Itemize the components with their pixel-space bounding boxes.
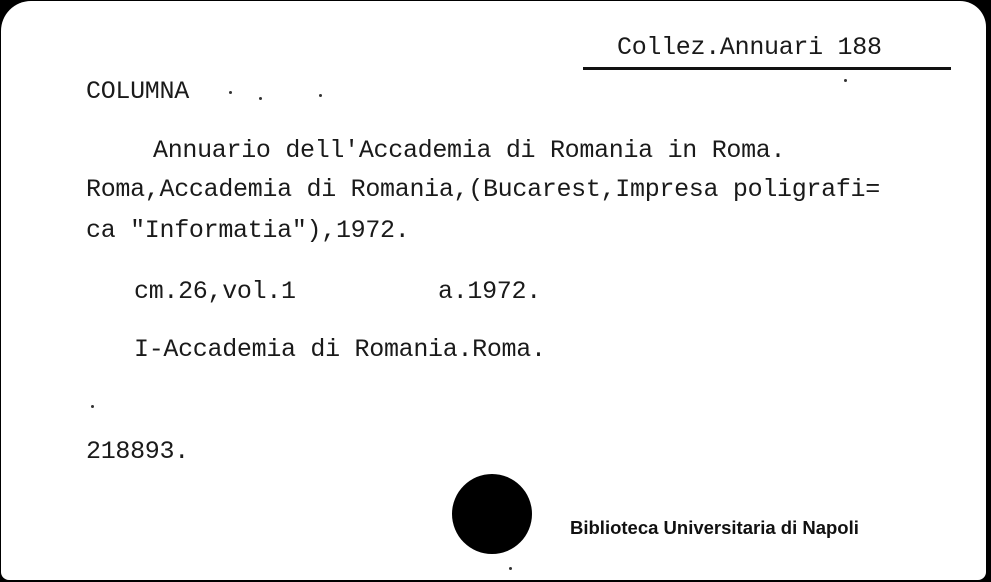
title-line-1: Annuario dell'Accademia di Romania in Roma.	[153, 136, 786, 165]
ink-speck	[319, 94, 322, 97]
ink-speck	[91, 405, 94, 408]
catalog-card	[1, 1, 986, 580]
main-heading: COLUMNA	[86, 77, 189, 106]
collection-reference: Collez.Annuari 188	[617, 33, 882, 62]
ink-speck	[509, 567, 512, 570]
ink-speck	[844, 79, 847, 82]
title-line-3: ca "Informatia"),1972.	[86, 216, 410, 245]
library-stamp-dot	[452, 474, 532, 554]
header-underline	[583, 67, 951, 70]
subject-heading: I-Accademia di Romania.Roma.	[134, 335, 546, 364]
ink-speck	[229, 91, 232, 94]
publication-year: a.1972.	[438, 277, 541, 306]
inventory-number: 218893.	[86, 437, 189, 466]
ink-speck	[259, 97, 262, 100]
title-line-2: Roma,Accademia di Romania,(Bucarest,Impresa poligrafi=	[86, 175, 880, 204]
library-name: Biblioteca Universitaria di Napoli	[570, 517, 859, 538]
physical-description: cm.26,vol.1	[134, 277, 296, 306]
